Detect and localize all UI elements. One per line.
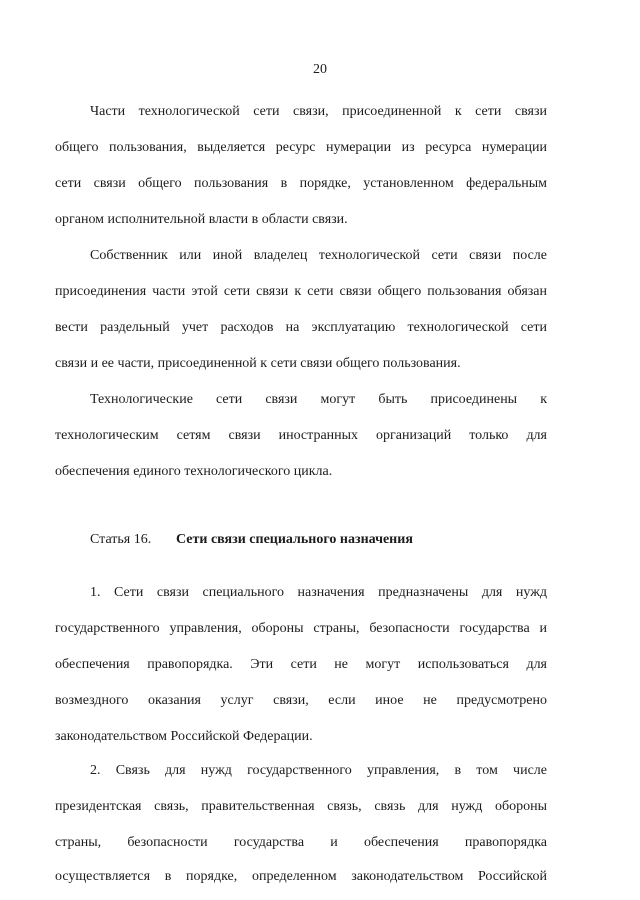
paragraph-line: осуществляется в порядке, определенном законодательством Российской [55,869,547,884]
paragraph-line: законодательством Российской Федерации. [55,729,313,744]
paragraph-line: президентская связь, правительственная связь, связь для нужд обороны [55,799,547,814]
paragraph-line: Технологические сети связи могут быть присоединены к [90,392,547,407]
paragraph-line: связи и ее части, присоединенной к сети связи общего пользования. [55,356,461,371]
paragraph-line: органом исполнительной власти в области связи. [55,212,348,227]
paragraph-line: сети связи общего пользования в порядке, установленном федеральным [55,176,547,191]
article-number: Статья 16. [90,532,152,547]
page-number: 20 [313,62,327,77]
article-title: Сети связи специального назначения [176,532,413,547]
paragraph-line: технологическим сетям связи иностранных организаций только для [55,428,547,443]
paragraph-line: 1. Сети связи специального назначения предназначены для нужд [90,585,547,600]
paragraph-line: вести раздельный учет расходов на эксплуатацию технологической сети [55,320,547,335]
paragraph-line: Части технологической сети связи, присоединенной к сети связи [90,104,547,119]
paragraph-line: обеспечения единого технологического цикла. [55,464,333,479]
paragraph-line: Собственник или иной владелец технологической сети связи после [90,248,547,263]
paragraph-line: присоединения части этой сети связи к сети связи общего пользования обязан [55,284,547,299]
paragraph-line: возмездного оказания услуг связи, если иное не предусмотрено [55,693,547,708]
paragraph-line: государственного управления, обороны страны, безопасности государства и [55,621,547,636]
paragraph-line: 2. Связь для нужд государственного управления, в том числе [90,763,547,778]
paragraph-line: обеспечения правопорядка. Эти сети не могут использоваться для [55,657,547,672]
paragraph-line: общего пользования, выделяется ресурс нумерации из ресурса нумерации [55,140,547,155]
paragraph-line: страны, безопасности государства и обеспечения правопорядка [55,835,547,850]
